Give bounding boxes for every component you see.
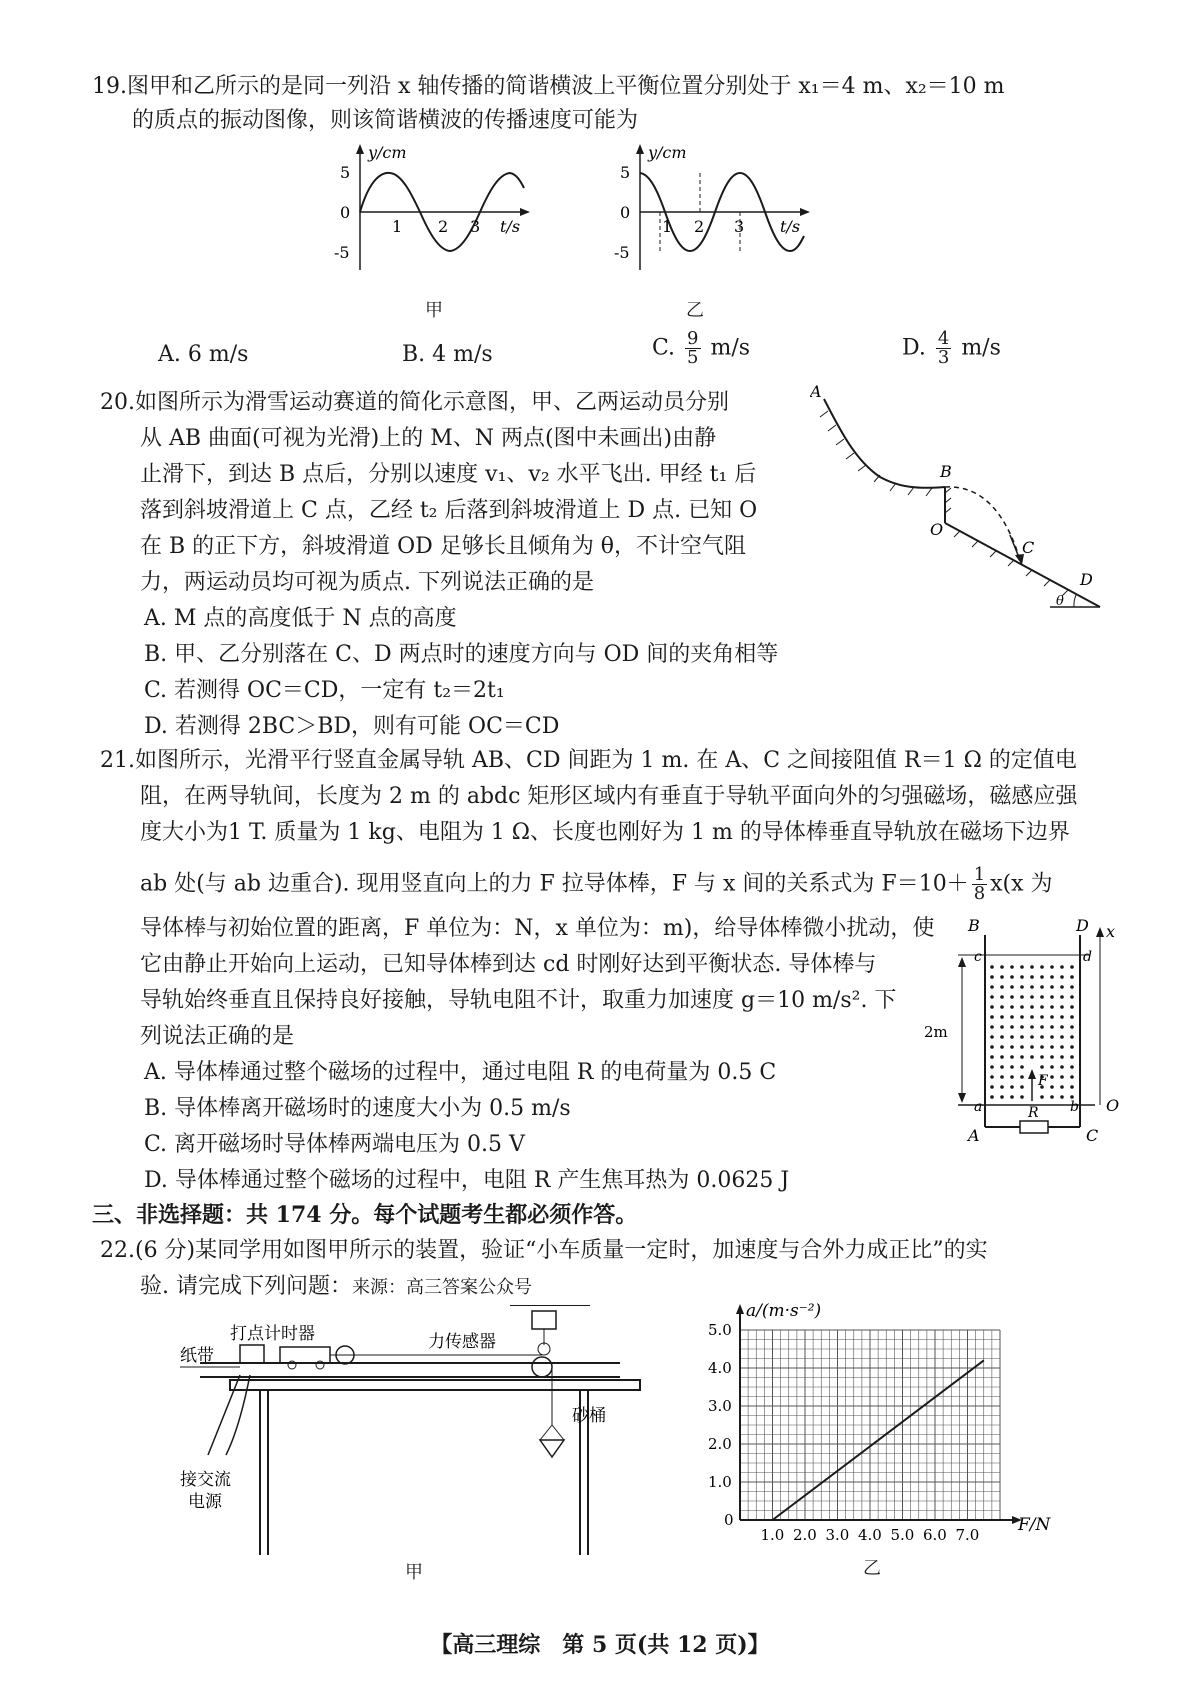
- x-tick-label: 5.0: [890, 1526, 915, 1544]
- field-dot: [1030, 1035, 1034, 1039]
- field-dot: [1070, 1025, 1074, 1029]
- t-axis-arrow: [800, 208, 810, 216]
- q20-option-c: C. 若测得 OC＝CD，一定有 t₂＝2t₁: [144, 678, 505, 703]
- field-dot: [990, 1015, 994, 1019]
- field-dot: [1070, 1065, 1074, 1069]
- field-dot: [1000, 975, 1004, 979]
- q21-stem-line: 度大小为1 T. 质量为 1 kg、电阻为 1 Ω、长度也刚好为 1 m 的导体棒垂直导轨放在磁场下边界: [140, 820, 1070, 845]
- field-dot: [1060, 1005, 1064, 1009]
- q22-apparatus-figure: [180, 1305, 670, 1575]
- page-footer: 【高三理综 第 5 页(共 12 页)】: [430, 1632, 770, 1658]
- field-dot: [1020, 1085, 1024, 1089]
- field-dot: [1060, 985, 1064, 989]
- label: d: [1083, 949, 1092, 965]
- xtick: 1: [392, 217, 403, 236]
- q20-option-b: B. 甲、乙分别落在 C、D 两点时的速度方向与 OD 间的夹角相等: [144, 642, 779, 667]
- label: R: [1028, 1105, 1039, 1121]
- x-label: t/s: [780, 217, 801, 236]
- label: F: [1038, 1073, 1048, 1089]
- field-dot: [1060, 1055, 1064, 1059]
- field-dot: [990, 975, 994, 979]
- field-dot: [1040, 1065, 1044, 1069]
- label: D: [1076, 916, 1089, 935]
- field-dot: [1030, 1045, 1034, 1049]
- field-dot: [1060, 965, 1064, 969]
- field-dot: [1060, 1075, 1064, 1079]
- field-dot: [1070, 1035, 1074, 1039]
- theta-arc: [1074, 595, 1076, 607]
- field-dot: [1010, 1025, 1014, 1029]
- field-dot: [1000, 1085, 1004, 1089]
- x-tick-label: 3.0: [825, 1526, 850, 1544]
- field-dot: [1000, 1065, 1004, 1069]
- field-dot: [990, 1075, 994, 1079]
- field-dot: [1010, 1075, 1014, 1079]
- x-label: t/s: [500, 217, 521, 236]
- q21-stem-line: 阻，在两导轨间，长度为 2 m 的 abdc 矩形区域内有垂直于导轨平面向外的匀强磁场，磁感应强: [140, 784, 1078, 809]
- field-dot: [1020, 1055, 1024, 1059]
- field-dot: [1020, 1065, 1024, 1069]
- q22-stem-line2: 验. 请完成下列问题：来源：高三答案公众号: [140, 1274, 532, 1299]
- field-dot: [1040, 1095, 1044, 1099]
- trajectory: [945, 487, 1020, 560]
- chart-grid: [740, 1330, 1000, 1520]
- y-tick-label: 0: [724, 1511, 734, 1529]
- field-dot: [1010, 1045, 1014, 1049]
- field-dot: [1070, 1075, 1074, 1079]
- field-dot: [1050, 1055, 1054, 1059]
- slope-hatching: [954, 531, 1068, 596]
- xtick: 3: [470, 217, 481, 236]
- field-dot: [1050, 995, 1054, 999]
- label: x: [1106, 922, 1116, 941]
- field-dot: [1070, 1015, 1074, 1019]
- field-dot: [1010, 1095, 1014, 1099]
- field-dot: [1060, 1015, 1064, 1019]
- chart-y-label: a/(m·s⁻²): [746, 1301, 822, 1321]
- field-dot: [1000, 1005, 1004, 1009]
- field-dot: [1020, 1075, 1024, 1079]
- field-dot: [990, 1055, 994, 1059]
- field-dot: [1020, 975, 1024, 979]
- field-dot: [1000, 1075, 1004, 1079]
- field-dot: [1050, 1065, 1054, 1069]
- field-dot: [1060, 1035, 1064, 1039]
- q19-option-a: A. 6 m/s: [158, 342, 249, 367]
- y-tick-label: 5.0: [708, 1321, 732, 1339]
- field-dot: [1000, 965, 1004, 969]
- resistor: [1020, 1121, 1048, 1133]
- field-dot: [1000, 1055, 1004, 1059]
- label: c: [974, 949, 982, 965]
- field-dot: [1070, 1005, 1074, 1009]
- ab-curve: [824, 399, 945, 488]
- y-label: y/cm: [368, 143, 407, 162]
- y-tick-label: 4.0: [708, 1359, 732, 1377]
- label: 2m: [924, 1023, 948, 1041]
- q20-stem-line: 从 AB 曲面(可视为光滑)上的 M、N 两点(图中未画出)由静: [140, 426, 717, 451]
- q21-stem-line: 导体棒与初始位置的距离，F 单位为：N，x 单位为：m)，给导体棒微小扰动，使: [140, 916, 935, 941]
- label-c: C: [1022, 538, 1035, 557]
- field-dot: [990, 995, 994, 999]
- field-dot: [1050, 1025, 1054, 1029]
- field-dot: [1060, 1025, 1064, 1029]
- q22-graph-caption: 乙: [863, 1558, 881, 1579]
- q21-option-c: C. 离开磁场时导体棒两端电压为 0.5 V: [144, 1132, 525, 1157]
- field-dot: [1050, 1045, 1054, 1049]
- q20-stem-line: 止滑下，到达 B 点后，分别以速度 v₁、v₂ 水平飞出. 甲经 t₁ 后: [140, 462, 757, 487]
- field-dot: [1010, 995, 1014, 999]
- field-dot: [1050, 1005, 1054, 1009]
- field-dot: [1070, 1055, 1074, 1059]
- field-dot: [1040, 1015, 1044, 1019]
- label-theta: θ: [1056, 594, 1064, 609]
- field-dot: [1000, 1095, 1004, 1099]
- xtick: 1: [662, 217, 673, 236]
- label: b: [1070, 1099, 1079, 1115]
- q21-option-d: D. 导体棒通过整个磁场的过程中，电阻 R 产生焦耳热为 0.0625 J: [144, 1168, 790, 1193]
- table-top: [230, 1380, 640, 1390]
- field-dot: [1060, 1095, 1064, 1099]
- field-dot: [1020, 1045, 1024, 1049]
- ytick: -5: [334, 243, 350, 262]
- ytick: -5: [614, 243, 630, 262]
- q21-option-a: A. 导体棒通过整个磁场的过程中，通过电阻 R 的电荷量为 0.5 C: [144, 1060, 777, 1085]
- q19-graph-b: [600, 140, 820, 300]
- field-dot: [1060, 1045, 1064, 1049]
- cart: [280, 1347, 330, 1363]
- field-dot: [1010, 1065, 1014, 1069]
- field-dot: [1020, 1095, 1024, 1099]
- ytick: 5: [340, 163, 351, 182]
- field-dot: [1050, 1035, 1054, 1039]
- field-dot: [1040, 1035, 1044, 1039]
- ytick: 5: [620, 163, 631, 182]
- y-axis-arrow: [356, 144, 364, 154]
- y-label: y/cm: [648, 143, 687, 162]
- field-dot: [1030, 1005, 1034, 1009]
- field-dot: [1000, 985, 1004, 989]
- x-tick-label: 4.0: [858, 1526, 882, 1544]
- q21-rail-figure: [920, 915, 1130, 1145]
- y-tick-label: 2.0: [708, 1435, 732, 1453]
- label-o: O: [930, 520, 944, 539]
- ytick: 0: [620, 203, 631, 222]
- y-axis-arrow: [736, 1304, 744, 1314]
- field-dot: [1020, 1005, 1024, 1009]
- sand-bucket: [540, 1440, 564, 1457]
- field-dot: [1020, 1015, 1024, 1019]
- q21-stem-line: 列说法正确的是: [140, 1024, 295, 1049]
- field-dot: [1030, 1015, 1034, 1019]
- field-dot: [1040, 975, 1044, 979]
- q21-stem-line4: ab 处(与 ab 边重合). 现用竖直向上的力 F 拉导体棒，F 与 x 间的关系式为 F＝10＋ $\frac{1}{8}$ x(x 为: [140, 864, 1053, 904]
- field-dot: [1020, 1035, 1024, 1039]
- field-dot: [1030, 1025, 1034, 1029]
- y-tick-label: 1.0: [708, 1473, 732, 1491]
- field-dot: [1070, 995, 1074, 999]
- label-power: 电源: [188, 1492, 222, 1512]
- label-tape: 纸带: [180, 1346, 214, 1366]
- x-tick-label: 7.0: [955, 1526, 980, 1544]
- field-dot: [1040, 995, 1044, 999]
- field-dot: [1010, 1005, 1014, 1009]
- chart-x-label: F/N: [1018, 1515, 1051, 1535]
- field-dot: [1000, 995, 1004, 999]
- power-wire: [208, 1375, 240, 1455]
- field-dot: [1000, 1015, 1004, 1019]
- field-dot: [990, 1025, 994, 1029]
- field-dot: [1030, 995, 1034, 999]
- label: O: [1106, 1096, 1120, 1115]
- q19-option-c: C. $\frac{9}{5}$ m/s: [652, 328, 751, 368]
- q20-ski-figure: [810, 385, 1110, 625]
- label-a: A: [810, 385, 822, 401]
- q21-option-b: B. 导体棒离开磁场时的速度大小为 0.5 m/s: [144, 1096, 571, 1121]
- field-dot: [1020, 965, 1024, 969]
- field-dot: [1000, 1045, 1004, 1049]
- x-tick-label: 2.0: [793, 1526, 817, 1544]
- q19-stem-line2: 的质点的振动图像，则该简谐横波的传播速度可能为: [132, 108, 639, 133]
- field-dot: [1030, 985, 1034, 989]
- q19-graph-b-caption: 乙: [686, 300, 704, 321]
- field-dot: [1040, 985, 1044, 989]
- field-dot: [1040, 1005, 1044, 1009]
- field-dot: [990, 1095, 994, 1099]
- field-dot: [1040, 1055, 1044, 1059]
- q20-stem-line: 在 B 的正下方，斜坡滑道 OD 足够长且倾角为 θ，不计空气阻: [140, 534, 747, 559]
- field-dot: [1040, 1045, 1044, 1049]
- field-dot: [1020, 1025, 1024, 1029]
- field-dot: [1050, 985, 1054, 989]
- q19-graph-a-caption: 甲: [425, 300, 443, 321]
- field-dot: [1010, 1055, 1014, 1059]
- label: C: [1086, 1126, 1099, 1145]
- field-dot: [1010, 1085, 1014, 1089]
- label-d: D: [1080, 570, 1093, 589]
- q20-stem-line: 20.如图所示为滑雪运动赛道的简化示意图，甲、乙两运动员分别: [100, 390, 729, 415]
- label: a: [974, 1099, 983, 1115]
- label-power: 接交流: [180, 1470, 231, 1490]
- field-dot: [1050, 1085, 1054, 1089]
- ytick: 0: [340, 203, 351, 222]
- q21-stem-line: 导轨始终垂直且保持良好接触，导轨电阻不计，取重力加速度 g＝10 m/s². 下: [140, 988, 897, 1013]
- field-dot: [1000, 1025, 1004, 1029]
- field-dot: [1030, 975, 1034, 979]
- field-dot: [1000, 1035, 1004, 1039]
- q20-option-a: A. M 点的高度低于 N 点的高度: [144, 606, 457, 631]
- field-dot: [1030, 965, 1034, 969]
- field-dot: [1070, 985, 1074, 989]
- field-dot: [990, 965, 994, 969]
- od-slope: [945, 523, 1100, 607]
- field-dot: [1050, 1095, 1054, 1099]
- field-dot: [1030, 1055, 1034, 1059]
- field-dot: [990, 1035, 994, 1039]
- field-dot: [1010, 1035, 1014, 1039]
- label: A: [968, 1126, 980, 1145]
- q22-a-f-chart: [700, 1300, 1060, 1570]
- y-axis-arrow: [636, 144, 644, 154]
- x-tick-label: 1.0: [760, 1526, 785, 1544]
- field-dot: [1050, 975, 1054, 979]
- field-dot: [1060, 975, 1064, 979]
- q20-stem-line: 力，两运动员均可视为质点. 下列说法正确的是: [140, 570, 594, 595]
- field-dot: [1070, 975, 1074, 979]
- label-sensor: 力传感器: [428, 1332, 496, 1352]
- q19-option-d: D. $\frac{4}{3}$ m/s: [902, 328, 1001, 368]
- section3-heading: 三、非选择题：共 174 分。每个试题考生都必须作答。: [92, 1202, 638, 1228]
- force-arrowhead: [1028, 1069, 1036, 1079]
- xtick: 2: [694, 217, 705, 236]
- field-dot: [990, 985, 994, 989]
- t-axis-arrow: [520, 208, 530, 216]
- field-dot: [1040, 1025, 1044, 1029]
- q21-stem-line: 21.如图所示，光滑平行竖直金属导轨 AB、CD 间距为 1 m. 在 A、C 之间接阻值 R＝1 Ω 的定值电: [100, 748, 1077, 773]
- label-timer: 打点计时器: [230, 1324, 315, 1344]
- field-dot: [1050, 1075, 1054, 1079]
- pulley: [532, 1357, 552, 1377]
- field-dot: [1040, 965, 1044, 969]
- label: B: [968, 916, 980, 935]
- timer-box: [240, 1345, 264, 1363]
- field-dot: [990, 1045, 994, 1049]
- field-dot: [990, 1065, 994, 1069]
- field-dot: [1010, 975, 1014, 979]
- field-dot: [1050, 965, 1054, 969]
- field-dot: [1010, 965, 1014, 969]
- q20-option-d: D. 若测得 2BC＞BD，则有可能 OC＝CD: [144, 714, 560, 739]
- field-dot: [1020, 995, 1024, 999]
- label-b: B: [940, 462, 952, 481]
- field-dot: [1070, 1085, 1074, 1089]
- q19-option-b: B. 4 m/s: [402, 342, 493, 367]
- q21-stem-line: 它由静止开始向上运动，已知导体棒到达 cd 时刚好达到平衡状态. 导体棒与: [140, 952, 877, 977]
- force-sensor: [532, 1311, 556, 1329]
- label-bucket: 砂桶: [572, 1406, 606, 1426]
- y-tick-label: 3.0: [708, 1397, 732, 1415]
- q22-stem-line1: 22.(6 分)某同学用如图甲所示的装置，验证“小车质量一定时，加速度与合外力成正比”的实: [100, 1238, 988, 1263]
- field-dot: [990, 1085, 994, 1089]
- field-dot: [1010, 985, 1014, 989]
- xtick: 2: [438, 217, 449, 236]
- field-dot: [1020, 985, 1024, 989]
- xtick: 3: [734, 217, 745, 236]
- field-dot: [1070, 965, 1074, 969]
- field-dot: [1060, 995, 1064, 999]
- q22-apparatus-caption: 甲: [405, 1562, 423, 1583]
- field-dot: [1060, 1085, 1064, 1089]
- field-dot: [990, 1005, 994, 1009]
- field-dot: [1070, 1045, 1074, 1049]
- field-dot: [1050, 1015, 1054, 1019]
- x-tick-label: 6.0: [923, 1526, 947, 1544]
- q19-graph-a: [320, 140, 540, 300]
- field-dot: [1010, 1015, 1014, 1019]
- field-dot: [1060, 1065, 1064, 1069]
- q19-stem-line1: 19.图甲和乙所示的是同一列沿 x 轴传播的简谐横波上平衡位置分别处于 x₁＝4 m、x₂＝10 m: [92, 74, 1005, 99]
- q20-stem-line: 落到斜坡滑道上 C 点，乙经 t₂ 后落到斜坡滑道上 D 点. 已知 O: [140, 498, 758, 523]
